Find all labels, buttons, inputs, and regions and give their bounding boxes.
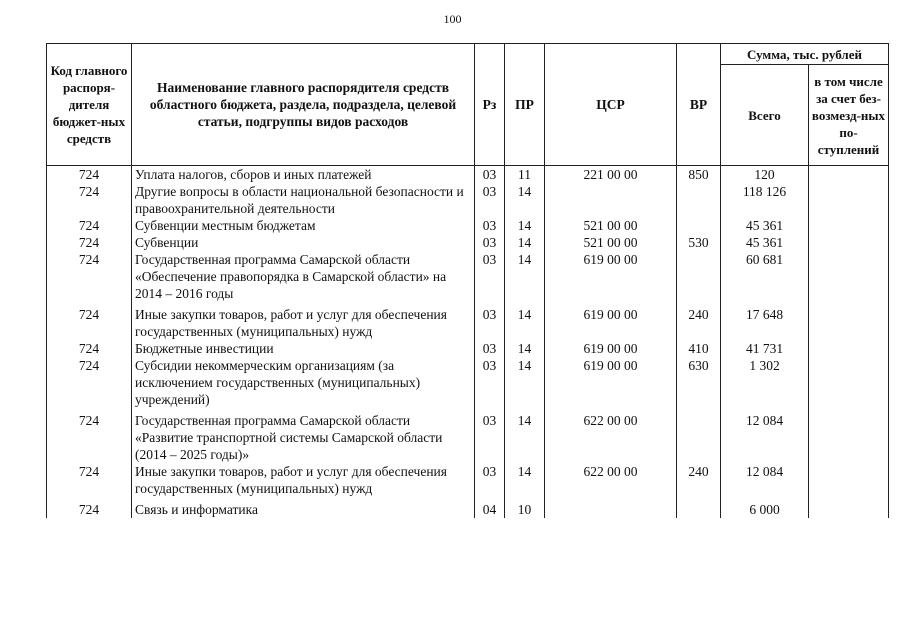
cell-rz: 03: [475, 234, 505, 251]
header-pr: ПР: [505, 44, 545, 166]
cell-rz: 03: [475, 340, 505, 357]
cell-code: 724: [47, 501, 132, 518]
cell-csr: [545, 501, 677, 518]
cell-vr: 850: [677, 166, 721, 184]
cell-rz: 03: [475, 357, 505, 408]
cell-total: 45 361: [721, 234, 809, 251]
cell-gratuitous: [809, 501, 889, 518]
cell-pr: 14: [505, 340, 545, 357]
table-row: [47, 412, 889, 463]
cell-code: 724: [47, 306, 132, 340]
cell-code: 724: [47, 251, 132, 302]
cell-code: 724: [47, 357, 132, 408]
cell-code: 724: [47, 217, 132, 234]
cell-name: Другие вопросы в области национальной безопасности и правоохранительной деятельности: [132, 183, 475, 217]
cell-total: 45 361: [721, 217, 809, 234]
cell-pr: 10: [505, 501, 545, 518]
table-row: [47, 340, 889, 357]
cell-vr: 530: [677, 234, 721, 251]
cell-code: 724: [47, 166, 132, 184]
cell-name: Государственная программа Самарской области «Развитие транспортной системы Самарской области (2014 – 2025 годы)»: [132, 412, 475, 463]
cell-code: 724: [47, 340, 132, 357]
table-header: [47, 44, 889, 166]
table-row: [47, 166, 889, 184]
cell-gratuitous: [809, 463, 889, 497]
cell-name: Субвенции: [132, 234, 475, 251]
cell-csr: 221 00 00: [545, 166, 677, 184]
cell-gratuitous: [809, 234, 889, 251]
cell-pr: 14: [505, 412, 545, 463]
cell-csr: 521 00 00: [545, 234, 677, 251]
cell-total: 1 302: [721, 357, 809, 408]
cell-pr: 14: [505, 357, 545, 408]
cell-pr: 11: [505, 166, 545, 184]
cell-gratuitous: [809, 183, 889, 217]
cell-rz: 03: [475, 183, 505, 217]
budget-table: [46, 43, 889, 518]
table-row: [47, 463, 889, 497]
cell-pr: 14: [505, 217, 545, 234]
table-row: [47, 357, 889, 408]
cell-total: 12 084: [721, 412, 809, 463]
cell-name: Бюджетные инвестиции: [132, 340, 475, 357]
cell-vr: [677, 251, 721, 302]
cell-total: 60 681: [721, 251, 809, 302]
header-rz: Рз: [475, 44, 505, 166]
cell-name: Связь и информатика: [132, 501, 475, 518]
cell-vr: 240: [677, 463, 721, 497]
cell-rz: 03: [475, 463, 505, 497]
header-vr: ВР: [677, 44, 721, 166]
cell-total: 12 084: [721, 463, 809, 497]
cell-csr: 619 00 00: [545, 340, 677, 357]
cell-code: 724: [47, 234, 132, 251]
cell-total: 6 000: [721, 501, 809, 518]
cell-name: Субвенции местным бюджетам: [132, 217, 475, 234]
cell-name: Иные закупки товаров, работ и услуг для обеспечения государственных (муниципальных) нужд: [132, 463, 475, 497]
header-code: Код главного распоря-дителя бюджет-ных средств: [47, 44, 132, 166]
cell-code: 724: [47, 183, 132, 217]
cell-csr: 622 00 00: [545, 463, 677, 497]
cell-csr: 521 00 00: [545, 217, 677, 234]
cell-csr: [545, 183, 677, 217]
table-row: [47, 501, 889, 518]
cell-gratuitous: [809, 217, 889, 234]
cell-pr: 14: [505, 463, 545, 497]
cell-vr: [677, 412, 721, 463]
cell-pr: 14: [505, 183, 545, 217]
cell-gratuitous: [809, 357, 889, 408]
cell-gratuitous: [809, 340, 889, 357]
cell-vr: [677, 217, 721, 234]
table-row: [47, 251, 889, 302]
cell-code: 724: [47, 463, 132, 497]
cell-rz: 03: [475, 306, 505, 340]
cell-total: 118 126: [721, 183, 809, 217]
cell-csr: 619 00 00: [545, 357, 677, 408]
table-body: [47, 166, 889, 519]
page-number: 100: [443, 12, 462, 26]
header-name: Наименование главного распорядителя средств областного бюджета, раздела, подраздела, целевой статьи, подгруппы видов расходов: [132, 44, 475, 166]
cell-rz: 04: [475, 501, 505, 518]
table-row: [47, 183, 889, 217]
cell-pr: 14: [505, 251, 545, 302]
cell-vr: 630: [677, 357, 721, 408]
cell-vr: 240: [677, 306, 721, 340]
cell-name: Иные закупки товаров, работ и услуг для обеспечения государственных (муниципальных) нужд: [132, 306, 475, 340]
table-row: [47, 234, 889, 251]
cell-vr: [677, 183, 721, 217]
cell-pr: 14: [505, 306, 545, 340]
cell-vr: [677, 501, 721, 518]
cell-rz: 03: [475, 217, 505, 234]
cell-total: 17 648: [721, 306, 809, 340]
cell-name: Уплата налогов, сборов и иных платежей: [132, 166, 475, 184]
cell-pr: 14: [505, 234, 545, 251]
cell-gratuitous: [809, 166, 889, 184]
cell-gratuitous: [809, 412, 889, 463]
cell-csr: 619 00 00: [545, 251, 677, 302]
table-row: [47, 217, 889, 234]
cell-gratuitous: [809, 306, 889, 340]
header-gratuitous: в том числе за счет без-возмезд-ных по-ступлений: [809, 65, 889, 166]
cell-total: 41 731: [721, 340, 809, 357]
cell-rz: 03: [475, 251, 505, 302]
header-csr: ЦСР: [545, 44, 677, 166]
cell-rz: 03: [475, 412, 505, 463]
cell-vr: 410: [677, 340, 721, 357]
cell-total: 120: [721, 166, 809, 184]
header-sum: Сумма, тыс. рублей: [721, 44, 889, 65]
cell-name: Государственная программа Самарской области «Обеспечение правопорядка в Самарской области» на 2014 – 2016 годы: [132, 251, 475, 302]
cell-csr: 622 00 00: [545, 412, 677, 463]
cell-code: 724: [47, 412, 132, 463]
cell-rz: 03: [475, 166, 505, 184]
cell-name: Субсидии некоммерческим организациям (за исключением государственных (муниципальных) учреждений): [132, 357, 475, 408]
header-total: Всего: [721, 65, 809, 166]
cell-csr: 619 00 00: [545, 306, 677, 340]
table-row: [47, 306, 889, 340]
cell-gratuitous: [809, 251, 889, 302]
